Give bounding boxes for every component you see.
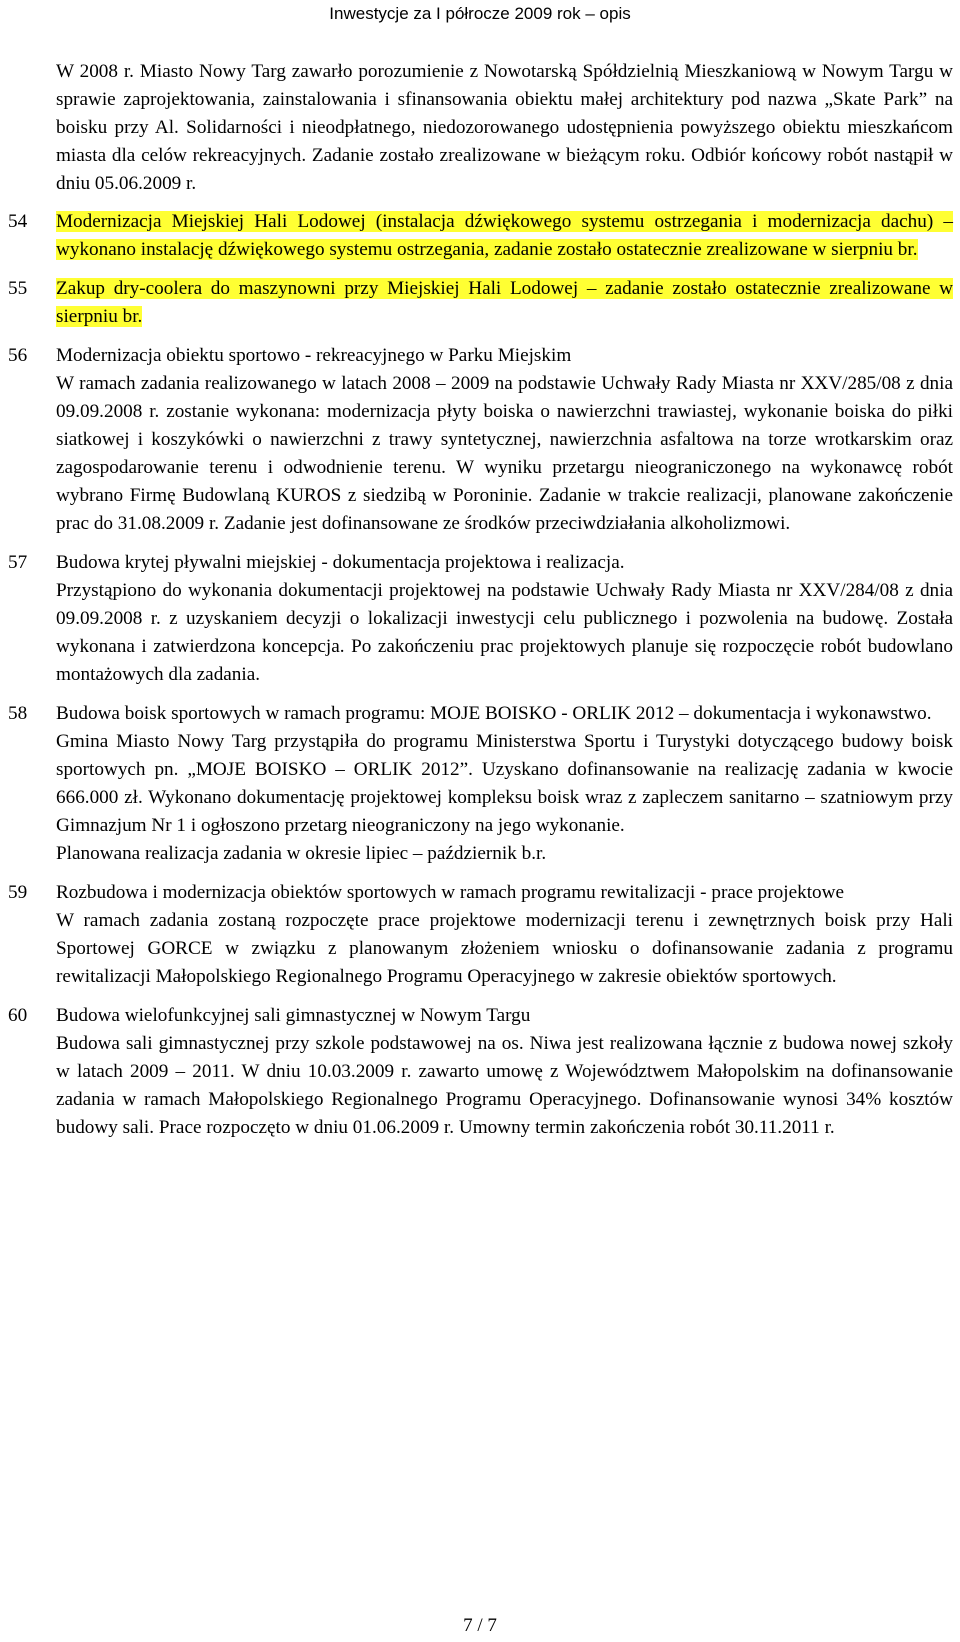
item-content (56, 275, 953, 331)
item-description: Budowa sali gimnastycznej przy szkole podstawowej na os. Niwa jest realizowana łącznie z budowa nowej szkoły w latach 2009 – 2011. W dniu 10.03.2009 r. zawarto umowę z Województwem Małopolskim na dofinansowanie zadania w ramach Małopolskiego Regionalnego Programu Operacyjnego. Dofinansowanie wynosi 34% kosztów budowy sali. Prace rozpoczęto w dniu 01.06.2009 r. Umowny termin zakończenia robót 30.11.2011 r. (56, 1033, 953, 1138)
list-item-54 (8, 208, 958, 264)
page-number: 7 / 7 (463, 1615, 497, 1636)
item-content (56, 342, 953, 538)
intro-paragraph: W 2008 r. Miasto Nowy Targ zawarło porozumienie z Nowotarską Spółdzielnią Mieszkaniową w Nowym Targu w sprawie zaprojektowania, zainstalowania i sfinansowania obiektu małej architektury pod nazwa „Skate Park” na boisku przy Al. Solidarności i nieodpłatnego, niedozorowanego udostępnienia powyższego obiektu mieszkańcom miasta dla celów rekreacyjnych. Zadanie zostało zrealizowane w bieżącym roku. Odbiór końcowy robót nastąpił w dniu 05.06.2009 r. (56, 61, 953, 194)
highlighted-text: Modernizacja Miejskiej Hali Lodowej (instalacja dźwiękowego systemu ostrzegania i modernizacja dachu) – wykonano instalację dźwiękowego systemu ostrzegania, zadanie zostało ostatecznie zrealizowane w sierpniu br. (56, 211, 953, 260)
item-extra: Planowana realizacja zadania w okresie lipiec – październik b.r. (56, 843, 547, 864)
item-content (56, 700, 953, 868)
list-item-55 (8, 275, 958, 331)
item-number: 57 (8, 552, 28, 573)
list-item-58 (8, 700, 958, 868)
item-description: W ramach zadania realizowanego w latach 2008 – 2009 na podstawie Uchwały Rady Miasta nr XXV/285/08 z dnia 09.09.2008 r. zostanie wykonana: modernizacja płyty boiska o nawierzchni trawiastej, wykonanie boiska do piłki siatkowej i koszykówki o nawierzchni z trawy syntetycznej, nawierzchnia asfaltowa na torze wrotkarskim oraz zagospodarowanie terenu i odwodnienie terenu. W wyniku przetargu nieograniczonego na wykonawcę robót wybrano Firmę Budowlaną KUROS z siedzibą w Poroninie. Zadanie w trakcie realizacji, planowane zakończenie prac do 31.08.2009 r. Zadanie jest dofinansowane ze środków przeciwdziałania alkoholizmowi. (56, 373, 953, 534)
list-item-57 (8, 549, 958, 689)
item-number: 58 (8, 703, 28, 724)
item-description: Przystąpiono do wykonania dokumentacji projektowej na podstawie Uchwały Rady Miasta nr XXV/284/08 z dnia 09.09.2008 r. z uzyskaniem decyzji o lokalizacji inwestycji celu publicznego i pozwolenia na budowę. Została wykonana i zatwierdzona koncepcja. Po zakończeniu prac projektowych planuje się rozpoczęcie robót budowlano montażowych dla zadania. (56, 580, 953, 685)
item-number: 56 (8, 345, 28, 366)
list-item-56 (8, 342, 958, 538)
item-number: 55 (8, 278, 28, 299)
item-description: W ramach zadania zostaną rozpoczęte prace projektowe modernizacji terenu i zewnętrznych boisk przy Hali Sportowej GORCE w związku z planowanym złożeniem wniosku o dofinansowanie zadania z programu rewitalizacji Małopolskiego Regionalnego Programu Operacyjnego w zakresie obiektów sportowych. (56, 910, 953, 987)
item-content (56, 549, 953, 689)
item-content (56, 208, 953, 264)
item-title: Budowa krytej pływalni miejskiej - dokumentacja projektowa i realizacja. (56, 552, 625, 573)
item-content (56, 1002, 953, 1142)
item-title: Rozbudowa i modernizacja obiektów sportowych w ramach programu rewitalizacji - prace projektowe (56, 882, 844, 903)
item-number: 60 (8, 1005, 28, 1026)
item-number: 59 (8, 882, 28, 903)
item-title: Budowa boisk sportowych w ramach programu: MOJE BOISKO - ORLIK 2012 – dokumentacja i wykonawstwo. (56, 703, 932, 724)
highlighted-text: Zakup dry-coolera do maszynowni przy Miejskiej Hali Lodowej – zadanie zostało ostatecznie zrealizowane w sierpniu br. (56, 278, 953, 327)
page-header: Inwestycje za I półrocze 2009 rok – opis (329, 4, 631, 23)
item-title: Budowa wielofunkcyjnej sali gimnastycznej w Nowym Targu (56, 1005, 531, 1026)
document-body (8, 58, 958, 1153)
list-item-59 (8, 879, 958, 991)
item-number: 54 (8, 211, 28, 232)
item-description: Gmina Miasto Nowy Targ przystąpiła do programu Ministerstwa Sportu i Turystyki dotyczącego budowy boisk sportowych pn. „MOJE BOISKO – ORLIK 2012”. Uzyskano dofinansowanie na realizację zadania w kwocie 666.000 zł. Wykonano dokumentację projektowej kompleksu boisk wraz z zapleczem sanitarno – szatniowym przy Gimnazjum Nr 1 i ogłoszono przetarg nieograniczony na jego wykonanie. (56, 731, 953, 836)
list-item-60 (8, 1002, 958, 1142)
item-content (56, 879, 953, 991)
item-title: Modernizacja obiektu sportowo - rekreacyjnego w Parku Miejskim (56, 345, 572, 366)
